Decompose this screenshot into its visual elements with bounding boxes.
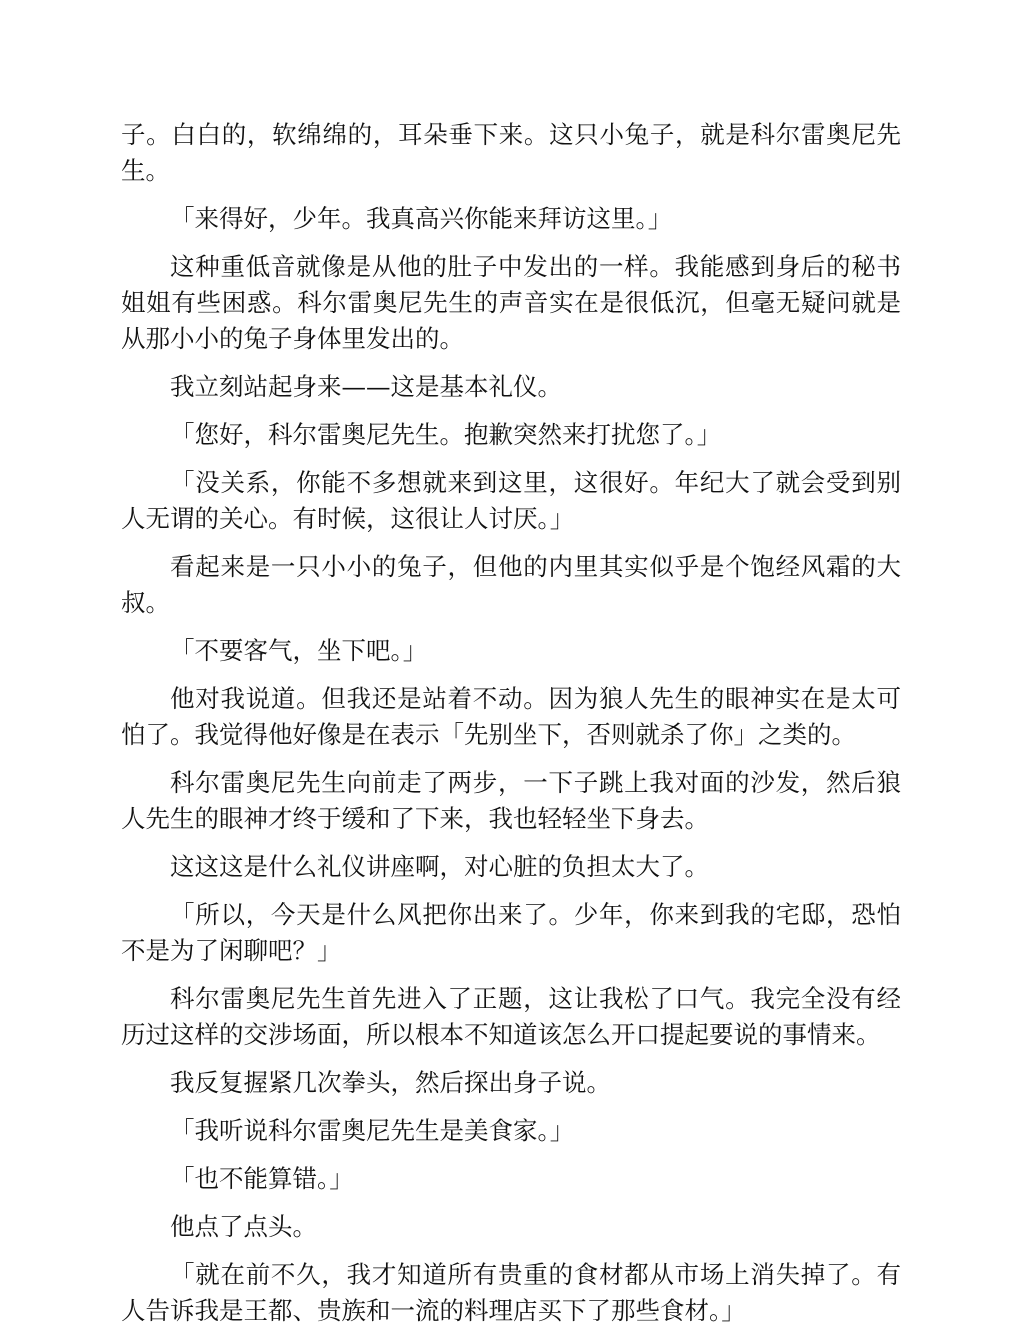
paragraph: 这这这是什么礼仪讲座啊，对心脏的负担太大了。 — [170, 852, 709, 881]
paragraph: 我反复握紧几次拳头，然后探出身子说。 — [170, 1068, 611, 1097]
paragraph: 「不要客气，坐下吧。」 — [170, 636, 428, 665]
paragraph: 「就在前不久，我才知道所有贵重的食材都从市场上消失掉了。有人告诉我是王都、贵族和一流的料理店买下了那些食材。」 — [121, 1260, 901, 1325]
paragraph: 我立刻站起身来——这是基本礼仪。 — [170, 372, 562, 401]
paragraph: 看起来是一只小小的兔子，但他的内里其实似乎是个饱经风霜的大叔。 — [121, 552, 901, 617]
paragraph: 「您好，科尔雷奥尼先生。抱歉突然来打扰您了。」 — [170, 420, 722, 449]
paragraph: 「来得好，少年。我真高兴你能来拜访这里。」 — [170, 204, 673, 233]
paragraph: 科尔雷奥尼先生向前走了两步，一下子跳上我对面的沙发，然后狼人先生的眼神才终于缓和了下来，我也轻轻坐下身去。 — [121, 768, 901, 833]
document-page — [121, 117, 901, 1341]
paragraph: 他对我说道。但我还是站着不动。因为狼人先生的眼神实在是太可怕了。我觉得他好像是在表示「先别坐下，否则就杀了你」之类的。 — [121, 684, 901, 749]
paragraph: 「也不能算错。」 — [170, 1164, 354, 1193]
paragraph: 「所以，今天是什么风把你出来了。少年，你来到我的宅邸，恐怕不是为了闲聊吧？」 — [121, 900, 901, 965]
paragraph: 子。白白的，软绵绵的，耳朵垂下来。这只小兔子，就是科尔雷奥尼先生。 — [121, 120, 901, 185]
paragraph: 「我听说科尔雷奥尼先生是美食家。」 — [170, 1116, 575, 1145]
paragraph: 他点了点头。 — [170, 1212, 317, 1241]
paragraph: 科尔雷奥尼先生首先进入了正题，这让我松了口气。我完全没有经历过这样的交涉场面，所以根本不知道该怎么开口提起要说的事情来。 — [121, 984, 901, 1049]
paragraph: 这种重低音就像是从他的肚子中发出的一样。我能感到身后的秘书姐姐有些困惑。科尔雷奥尼先生的声音实在是很低沉，但毫无疑问就是从那小小的兔子身体里发出的。 — [121, 252, 901, 353]
paragraph: 「没关系，你能不多想就来到这里，这很好。年纪大了就会受到别人无谓的关心。有时候，这很让人讨厌。」 — [121, 468, 901, 533]
